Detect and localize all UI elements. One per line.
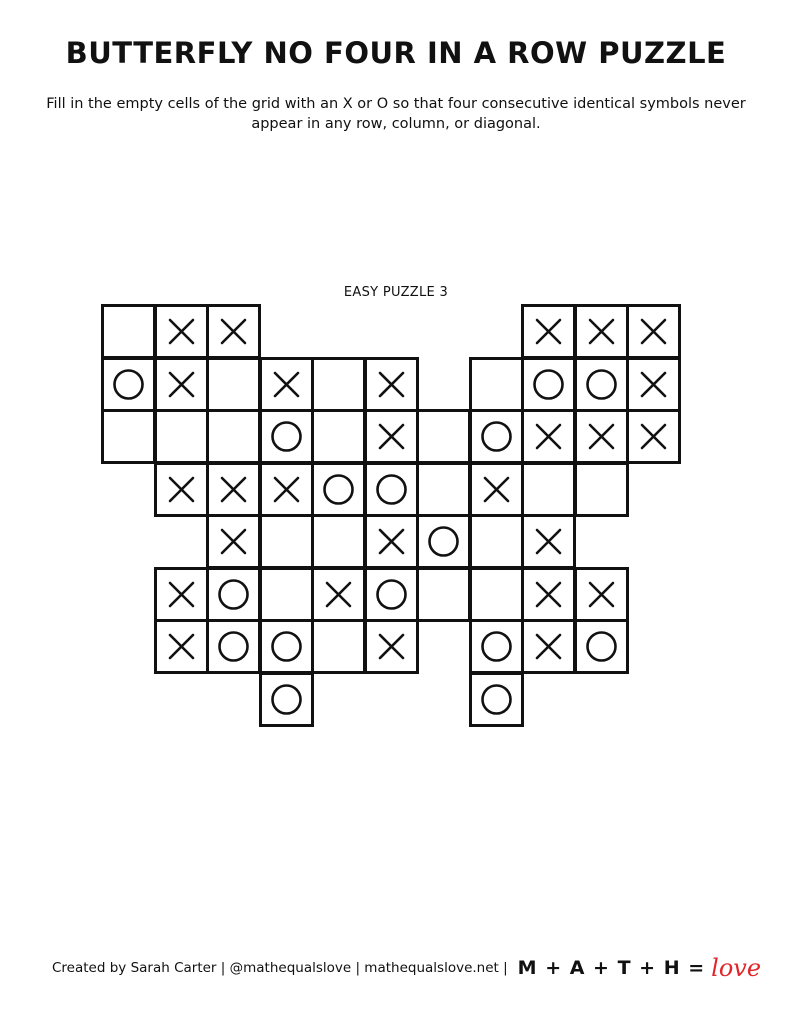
grid-cell-r7-c4 (259, 619, 314, 674)
o-mark-icon (472, 622, 521, 671)
o-mark-icon (209, 570, 258, 619)
grid-cell-r5-c3 (206, 514, 261, 569)
x-mark-icon (629, 307, 678, 356)
footer-love-logo: love (711, 954, 762, 982)
grid-cell-r1-c3 (206, 304, 261, 359)
o-mark-icon (577, 360, 626, 409)
page-title: BUTTERFLY NO FOUR IN A ROW PUZZLE (65, 36, 727, 70)
grid-cell-r2-c4 (259, 357, 314, 412)
o-mark-icon (104, 360, 153, 409)
footer-brand: M + A + T + H = (517, 957, 706, 979)
grid-cell-r5-c5[interactable] (311, 514, 366, 569)
grid-cell-r5-c8[interactable] (469, 514, 524, 569)
grid-cell-r1-c11 (626, 304, 681, 359)
grid-cell-r2-c2 (154, 357, 209, 412)
grid-cell-r7-c6 (364, 619, 419, 674)
grid-cell-r6-c9 (521, 567, 576, 622)
grid-cell-r8-c4 (259, 672, 314, 727)
grid-cell-r7-c8 (469, 619, 524, 674)
x-mark-icon (472, 465, 521, 514)
grid-cell-r3-c2[interactable] (154, 409, 209, 464)
grid-cell-r5-c4[interactable] (259, 514, 314, 569)
o-mark-icon (524, 360, 573, 409)
grid-cell-r3-c1[interactable] (101, 409, 156, 464)
x-mark-icon (524, 622, 573, 671)
o-mark-icon (314, 465, 363, 514)
grid-cell-r2-c5[interactable] (311, 357, 366, 412)
grid-cell-r2-c11 (626, 357, 681, 412)
x-mark-icon (367, 412, 416, 461)
x-mark-icon (157, 622, 206, 671)
grid-cell-r2-c9 (521, 357, 576, 412)
o-mark-icon (577, 622, 626, 671)
grid-cell-r3-c10 (574, 409, 629, 464)
x-mark-icon (367, 517, 416, 566)
x-mark-icon (157, 307, 206, 356)
x-mark-icon (577, 412, 626, 461)
x-mark-icon (157, 465, 206, 514)
x-mark-icon (629, 412, 678, 461)
grid-cell-r3-c9 (521, 409, 576, 464)
o-mark-icon (367, 465, 416, 514)
x-mark-icon (524, 517, 573, 566)
grid-cell-r4-c3 (206, 462, 261, 517)
x-mark-icon (314, 570, 363, 619)
x-mark-icon (577, 307, 626, 356)
x-mark-icon (209, 465, 258, 514)
o-mark-icon (472, 412, 521, 461)
x-mark-icon (367, 360, 416, 409)
grid-cell-r2-c8[interactable] (469, 357, 524, 412)
grid-cell-r5-c6 (364, 514, 419, 569)
grid-cell-r3-c5[interactable] (311, 409, 366, 464)
grid-cell-r3-c7[interactable] (416, 409, 471, 464)
grid-cell-r1-c9 (521, 304, 576, 359)
grid-cell-r4-c9[interactable] (521, 462, 576, 517)
grid-cell-r5-c7 (416, 514, 471, 569)
grid-cell-r2-c6 (364, 357, 419, 412)
puzzle-label: EASY PUZZLE 3 (343, 285, 449, 300)
x-mark-icon (157, 570, 206, 619)
x-mark-icon (629, 360, 678, 409)
grid-cell-r3-c6 (364, 409, 419, 464)
x-mark-icon (367, 622, 416, 671)
grid-cell-r4-c4 (259, 462, 314, 517)
x-mark-icon (524, 570, 573, 619)
grid-cell-r3-c3[interactable] (206, 409, 261, 464)
grid-cell-r7-c9 (521, 619, 576, 674)
o-mark-icon (262, 412, 311, 461)
footer-credits: Created by Sarah Carter | @mathequalslove | mathequalslove.net | (52, 960, 508, 976)
grid-cell-r1-c10 (574, 304, 629, 359)
o-mark-icon (262, 622, 311, 671)
o-mark-icon (262, 675, 311, 724)
grid-cell-r7-c2 (154, 619, 209, 674)
grid-cell-r3-c11 (626, 409, 681, 464)
grid-cell-r4-c2 (154, 462, 209, 517)
grid-cell-r7-c10 (574, 619, 629, 674)
o-mark-icon (472, 675, 521, 724)
x-mark-icon (262, 465, 311, 514)
grid-cell-r5-c9 (521, 514, 576, 569)
instructions-text: Fill in the empty cells of the grid with an X or O so that four consecutive identical symbols never appear in any row, column, or diagonal. (46, 96, 746, 132)
footer (52, 956, 761, 980)
grid-cell-r6-c2 (154, 567, 209, 622)
grid-cell-r4-c7[interactable] (416, 462, 471, 517)
grid-cell-r7-c5[interactable] (311, 619, 366, 674)
grid-cell-r6-c7[interactable] (416, 567, 471, 622)
grid-cell-r3-c4 (259, 409, 314, 464)
grid-cell-r4-c10[interactable] (574, 462, 629, 517)
grid-cell-r2-c3[interactable] (206, 357, 261, 412)
grid-cell-r6-c6 (364, 567, 419, 622)
x-mark-icon (262, 360, 311, 409)
x-mark-icon (524, 307, 573, 356)
x-mark-icon (209, 517, 258, 566)
grid-cell-r6-c10 (574, 567, 629, 622)
x-mark-icon (209, 307, 258, 356)
grid-cell-r2-c10 (574, 357, 629, 412)
o-mark-icon (419, 517, 468, 566)
grid-cell-r6-c5 (311, 567, 366, 622)
grid-cell-r8-c8 (469, 672, 524, 727)
grid-cell-r7-c3 (206, 619, 261, 674)
grid-cell-r4-c5 (311, 462, 366, 517)
o-mark-icon (367, 570, 416, 619)
grid-cell-r6-c8[interactable] (469, 567, 524, 622)
x-mark-icon (524, 412, 573, 461)
grid-cell-r6-c3 (206, 567, 261, 622)
grid-cell-r2-c1 (101, 357, 156, 412)
grid-cell-r1-c1[interactable] (101, 304, 156, 359)
o-mark-icon (209, 622, 258, 671)
grid-cell-r1-c2 (154, 304, 209, 359)
x-mark-icon (577, 570, 626, 619)
grid-cell-r6-c4[interactable] (259, 567, 314, 622)
grid-cell-r3-c8 (469, 409, 524, 464)
x-mark-icon (157, 360, 206, 409)
grid-cell-r4-c8 (469, 462, 524, 517)
grid-cell-r4-c6 (364, 462, 419, 517)
